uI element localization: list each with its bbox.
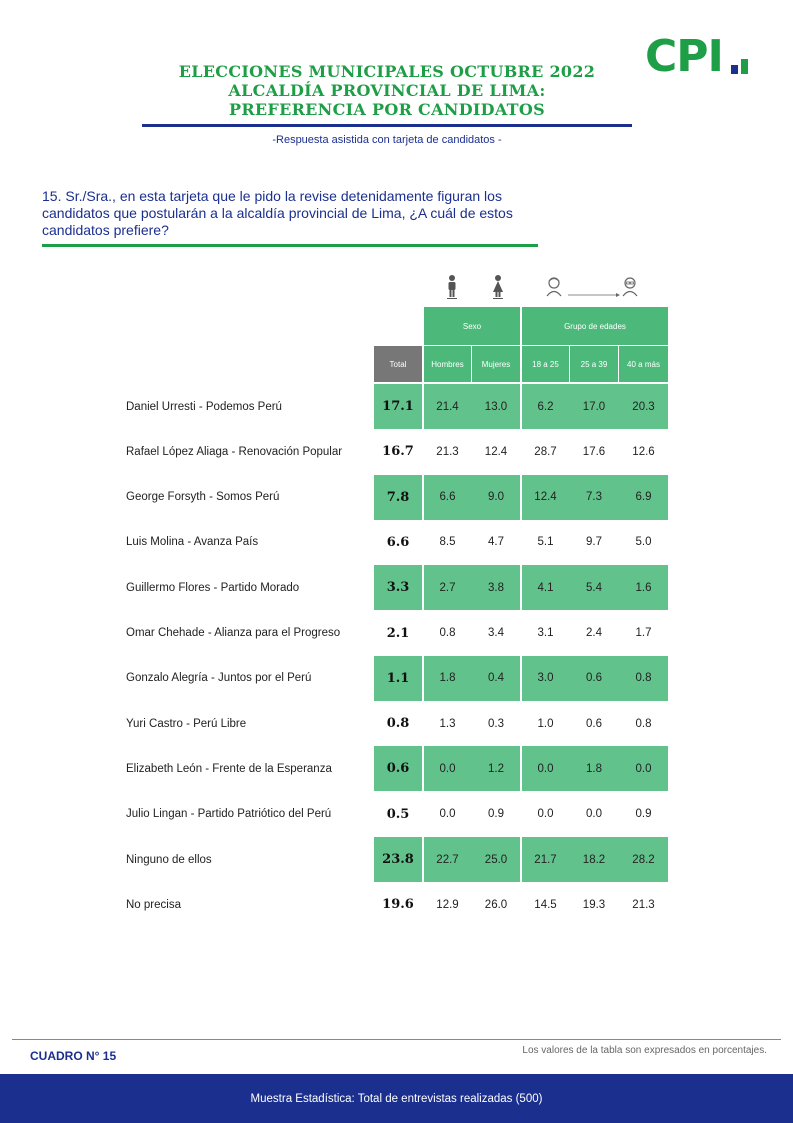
title-line-3: PREFERENCIA POR CANDIDATOS (229, 100, 545, 119)
column-header-25-39: 25 a 39 (570, 346, 618, 382)
row-label: Rafael López Aliaga - Renovación Popular (126, 445, 343, 458)
cell-hombres: 22.7 (436, 853, 459, 866)
row-label: Daniel Urresti - Podemos Perú (126, 400, 282, 413)
cell-40-mas: 1.7 (635, 627, 652, 639)
row-label: Luis Molina - Avanza País (126, 536, 259, 549)
cell-total: 16.7 (382, 444, 414, 460)
cell-40-mas: 28.2 (632, 853, 655, 866)
cell-total: 7.8 (386, 489, 410, 505)
cell-25-39: 18.2 (582, 853, 606, 866)
cell-total: 19.6 (382, 897, 414, 913)
table-row (0, 746, 793, 791)
column-header-40-mas: 40 a más (619, 346, 668, 382)
table-row (0, 475, 793, 520)
row-label: Julio Lingan - Partido Patriótico del Perú (126, 808, 332, 821)
cell-18-25: 21.7 (534, 853, 557, 866)
table-row (0, 701, 793, 746)
cell-40-mas: 20.3 (632, 400, 655, 413)
cell-hombres: 1.8 (439, 672, 456, 685)
cell-18-25: 3.0 (537, 672, 554, 685)
cell-18-25: 12.4 (534, 491, 557, 504)
cell-total: 0.6 (386, 761, 410, 777)
cell-mujeres: 3.8 (488, 581, 504, 594)
row-label: George Forsyth - Somos Perú (126, 491, 280, 504)
table-row (0, 792, 793, 837)
cell-40-mas: 21.3 (632, 898, 655, 911)
cell-25-39: 1.8 (586, 762, 602, 775)
row-label: Elizabeth León - Frente de la Esperanza (126, 762, 332, 775)
cell-40-mas: 0.0 (635, 762, 652, 775)
cell-40-mas: 12.6 (632, 445, 655, 458)
cell-18-25: 14.5 (534, 898, 557, 911)
row-label: Yuri Castro - Perú Libre (126, 717, 247, 730)
cell-25-39: 0.6 (586, 717, 602, 730)
column-header-18-25: 18 a 25 (522, 346, 569, 382)
arrow-right-icon (568, 293, 620, 297)
row-label: Gonzalo Alegría - Juntos por el Perú (126, 672, 312, 685)
page-title (142, 62, 632, 119)
cell-mujeres: 0.4 (488, 672, 504, 685)
cell-25-39: 17.6 (582, 445, 606, 458)
cell-25-39: 0.6 (586, 672, 602, 685)
cell-hombres: 0.0 (439, 762, 456, 775)
cell-40-mas: 5.0 (635, 536, 652, 549)
table-row (0, 882, 793, 927)
cell-hombres: 12.9 (436, 898, 459, 911)
cell-25-39: 0.0 (586, 808, 602, 821)
cell-mujeres: 9.0 (488, 491, 504, 504)
cpi-logo (645, 31, 723, 82)
table-row (0, 429, 793, 474)
cell-mujeres: 25.0 (484, 853, 508, 866)
column-icons (440, 274, 670, 300)
title-line-1: ELECCIONES MUNICIPALES OCTUBRE 2022 (178, 62, 596, 81)
column-header-mujeres: Mujeres (472, 346, 520, 382)
cell-18-25: 6.2 (537, 400, 554, 413)
young-person-icon (547, 278, 561, 296)
cell-40-mas: 0.8 (635, 717, 652, 730)
group-header-edades: Grupo de edades (522, 307, 668, 345)
cell-mujeres: 12.4 (484, 445, 508, 458)
table-row (0, 837, 793, 882)
cell-total: 1.1 (386, 670, 410, 686)
cell-25-39: 2.4 (586, 627, 602, 639)
cell-mujeres: 0.9 (488, 808, 504, 821)
cell-18-25: 5.1 (537, 536, 554, 549)
cell-total: 17.1 (382, 399, 414, 414)
cell-hombres: 8.5 (439, 536, 456, 549)
row-label: Ninguno de ellos (126, 853, 212, 866)
cell-total: 3.3 (386, 580, 410, 596)
question-divider (42, 244, 538, 247)
cell-hombres: 2.7 (439, 581, 456, 594)
cell-hombres: 6.6 (439, 491, 456, 504)
table-row (0, 565, 793, 610)
title-divider (142, 124, 632, 127)
cell-hombres: 0.8 (439, 627, 456, 639)
table-row (0, 611, 793, 656)
cell-total: 23.8 (382, 852, 414, 867)
cell-mujeres: 0.3 (488, 717, 504, 730)
row-label: Guillermo Flores - Partido Morado (126, 581, 300, 594)
cell-18-25: 0.0 (537, 762, 554, 775)
cell-total: 6.6 (386, 534, 410, 550)
cell-18-25: 28.7 (534, 445, 557, 458)
cell-total: 2.1 (386, 625, 410, 641)
cell-hombres: 1.3 (439, 717, 456, 730)
row-label: No precisa (126, 898, 181, 911)
cell-mujeres: 4.7 (488, 536, 504, 549)
cell-40-mas: 6.9 (635, 491, 652, 504)
table-number: CUADRO N° 15 (30, 1049, 117, 1063)
subtitle: -Respuesta asistida con tarjeta de candidatos - (272, 134, 502, 146)
footnote: Los valores de la tabla son expresados en porcentajes. (522, 1045, 767, 1056)
cell-hombres: 21.3 (436, 445, 459, 458)
cell-40-mas: 1.6 (635, 581, 652, 594)
column-header-total: Total (374, 346, 422, 382)
row-label: Omar Chehade - Alianza para el Progreso (126, 627, 341, 639)
cell-25-39: 7.3 (586, 491, 602, 504)
cell-mujeres: 1.2 (488, 762, 504, 775)
cell-hombres: 21.4 (436, 400, 459, 413)
sample-footer-bar (0, 1074, 793, 1123)
cell-hombres: 0.0 (439, 808, 456, 821)
cell-40-mas: 0.9 (635, 808, 652, 821)
cell-mujeres: 13.0 (484, 400, 508, 413)
footer-divider (12, 1039, 781, 1040)
logo-text: CPI (645, 31, 723, 82)
cell-18-25: 1.0 (537, 717, 554, 730)
cell-total: 0.5 (386, 806, 410, 822)
table-row (0, 656, 793, 701)
cell-18-25: 4.1 (537, 581, 554, 594)
title-line-2: ALCALDÍA PROVINCIAL DE LIMA: (228, 81, 546, 100)
female-person-icon (493, 275, 503, 299)
cell-18-25: 0.0 (537, 808, 554, 821)
question-text: 15. Sr./Sra., en esta tarjeta que le pido la revise detenidamente figuran los candidatos que postularán a la alcaldía provincial de Lima, ¿A cuál de estos candidatos prefiere? (42, 188, 513, 238)
cell-18-25: 3.1 (537, 627, 554, 639)
cell-25-39: 9.7 (586, 536, 602, 549)
older-person-icon (623, 278, 637, 296)
column-header-hombres: Hombres (424, 346, 471, 382)
cell-25-39: 5.4 (586, 581, 602, 594)
cell-25-39: 19.3 (582, 898, 606, 911)
cell-40-mas: 0.8 (635, 672, 652, 685)
sample-text: Muestra Estadística: Total de entrevistas realizadas (500) (250, 1092, 543, 1105)
male-person-icon (447, 275, 457, 299)
logo-bars-icon (731, 52, 757, 74)
cell-25-39: 17.0 (582, 400, 606, 413)
table-row (0, 520, 793, 565)
group-header-sexo: Sexo (424, 307, 520, 345)
cell-total: 0.8 (386, 716, 410, 732)
table-row (0, 384, 793, 429)
cell-mujeres: 3.4 (488, 627, 504, 639)
cell-mujeres: 26.0 (484, 898, 508, 911)
